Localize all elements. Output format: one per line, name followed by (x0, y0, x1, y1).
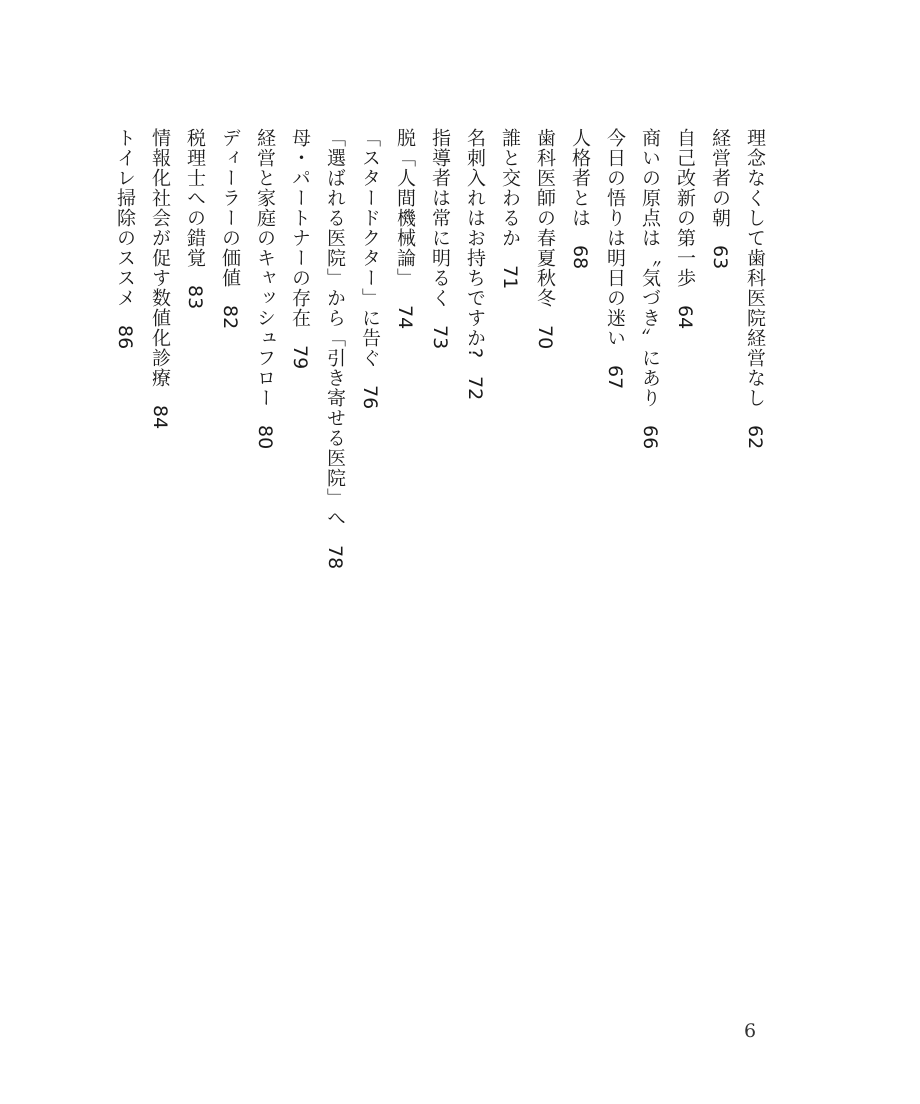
toc-entry (144, 128, 175, 548)
toc-entry (354, 128, 385, 548)
toc-entry-page: 67 (604, 365, 626, 390)
toc-entry-title: トイレ掃除のススメ (114, 128, 136, 308)
toc-entry (529, 128, 560, 548)
toc-entry-title: 歯科医師の春夏秋冬 (534, 128, 556, 308)
toc-entry-page: 74 (394, 305, 416, 330)
toc-entry-page: 71 (499, 265, 521, 290)
toc-entry-title: 「スタードクター」に告ぐ (359, 128, 381, 368)
toc-entry (739, 128, 770, 548)
toc-entry-page: 79 (289, 345, 311, 370)
toc-entry-title: 経営者の朝 (709, 128, 731, 228)
toc-entry-title: 「選ばれる医院」から「引き寄せる医院」へ (324, 128, 346, 528)
toc-entry-page: 64 (674, 305, 696, 330)
toc-entry (424, 128, 455, 548)
toc-entry-page: 73 (429, 325, 451, 350)
toc-entry-page: 82 (219, 305, 241, 330)
toc-entry-page: 66 (639, 425, 661, 450)
toc-entry (634, 128, 665, 548)
page-number: 6 (744, 1020, 757, 1042)
toc-entry-title: 誰と交わるか (499, 128, 521, 248)
toc-entry-title: 指導者は常に明るく (429, 128, 451, 308)
toc-entry-page: 83 (184, 285, 206, 310)
toc-entry (389, 128, 420, 548)
toc-entry-title: 母・パートナーの存在 (289, 128, 311, 328)
toc-entry-page: 86 (114, 325, 136, 350)
toc-entry-page: 76 (359, 385, 381, 410)
toc-entry (564, 128, 595, 548)
toc-entry-title: 経営と家庭のキャッシュフロー (254, 128, 276, 408)
toc-entry (214, 128, 245, 548)
toc-entry-title: 脱「人間機械論」 (394, 128, 416, 288)
toc-entry-page: 68 (569, 245, 591, 270)
toc-entry-page: 63 (709, 245, 731, 270)
toc-entry (459, 128, 490, 548)
toc-entry-title: 自己改新の第一歩 (674, 128, 696, 288)
toc-entry-title: 今日の悟りは明日の迷い (604, 128, 626, 348)
toc-entry (599, 128, 630, 548)
toc-entry (179, 128, 210, 548)
toc-entry-title: 税理士への錯覚 (184, 128, 206, 268)
toc-entry-title: 名刺入れはお持ちですか? (464, 128, 486, 360)
toc-entry-page: 72 (464, 376, 486, 401)
toc-entry-page: 62 (744, 425, 766, 450)
toc-entry-title: 情報化社会が促す数値化診療 (149, 128, 171, 388)
toc-entry (284, 128, 315, 548)
table-of-contents (109, 128, 770, 570)
toc-entry-page: 78 (324, 545, 346, 570)
toc-entry-title: 理念なくして歯科医院経営なし (744, 128, 766, 408)
toc-entry (669, 128, 700, 548)
toc-entry-page: 80 (254, 425, 276, 450)
toc-entry (494, 128, 525, 548)
toc-entry-title: 商いの原点は〝気づき〟にあり (639, 128, 661, 408)
toc-entry-title: ディーラーの価値 (219, 128, 241, 288)
toc-entry (249, 128, 280, 548)
toc-entry-title: 人格者とは (569, 128, 591, 228)
toc-entry (109, 128, 140, 548)
toc-entry-page: 70 (534, 325, 556, 350)
toc-entry (704, 128, 735, 548)
toc-entry (319, 128, 350, 570)
toc-entry-page: 84 (149, 405, 171, 430)
